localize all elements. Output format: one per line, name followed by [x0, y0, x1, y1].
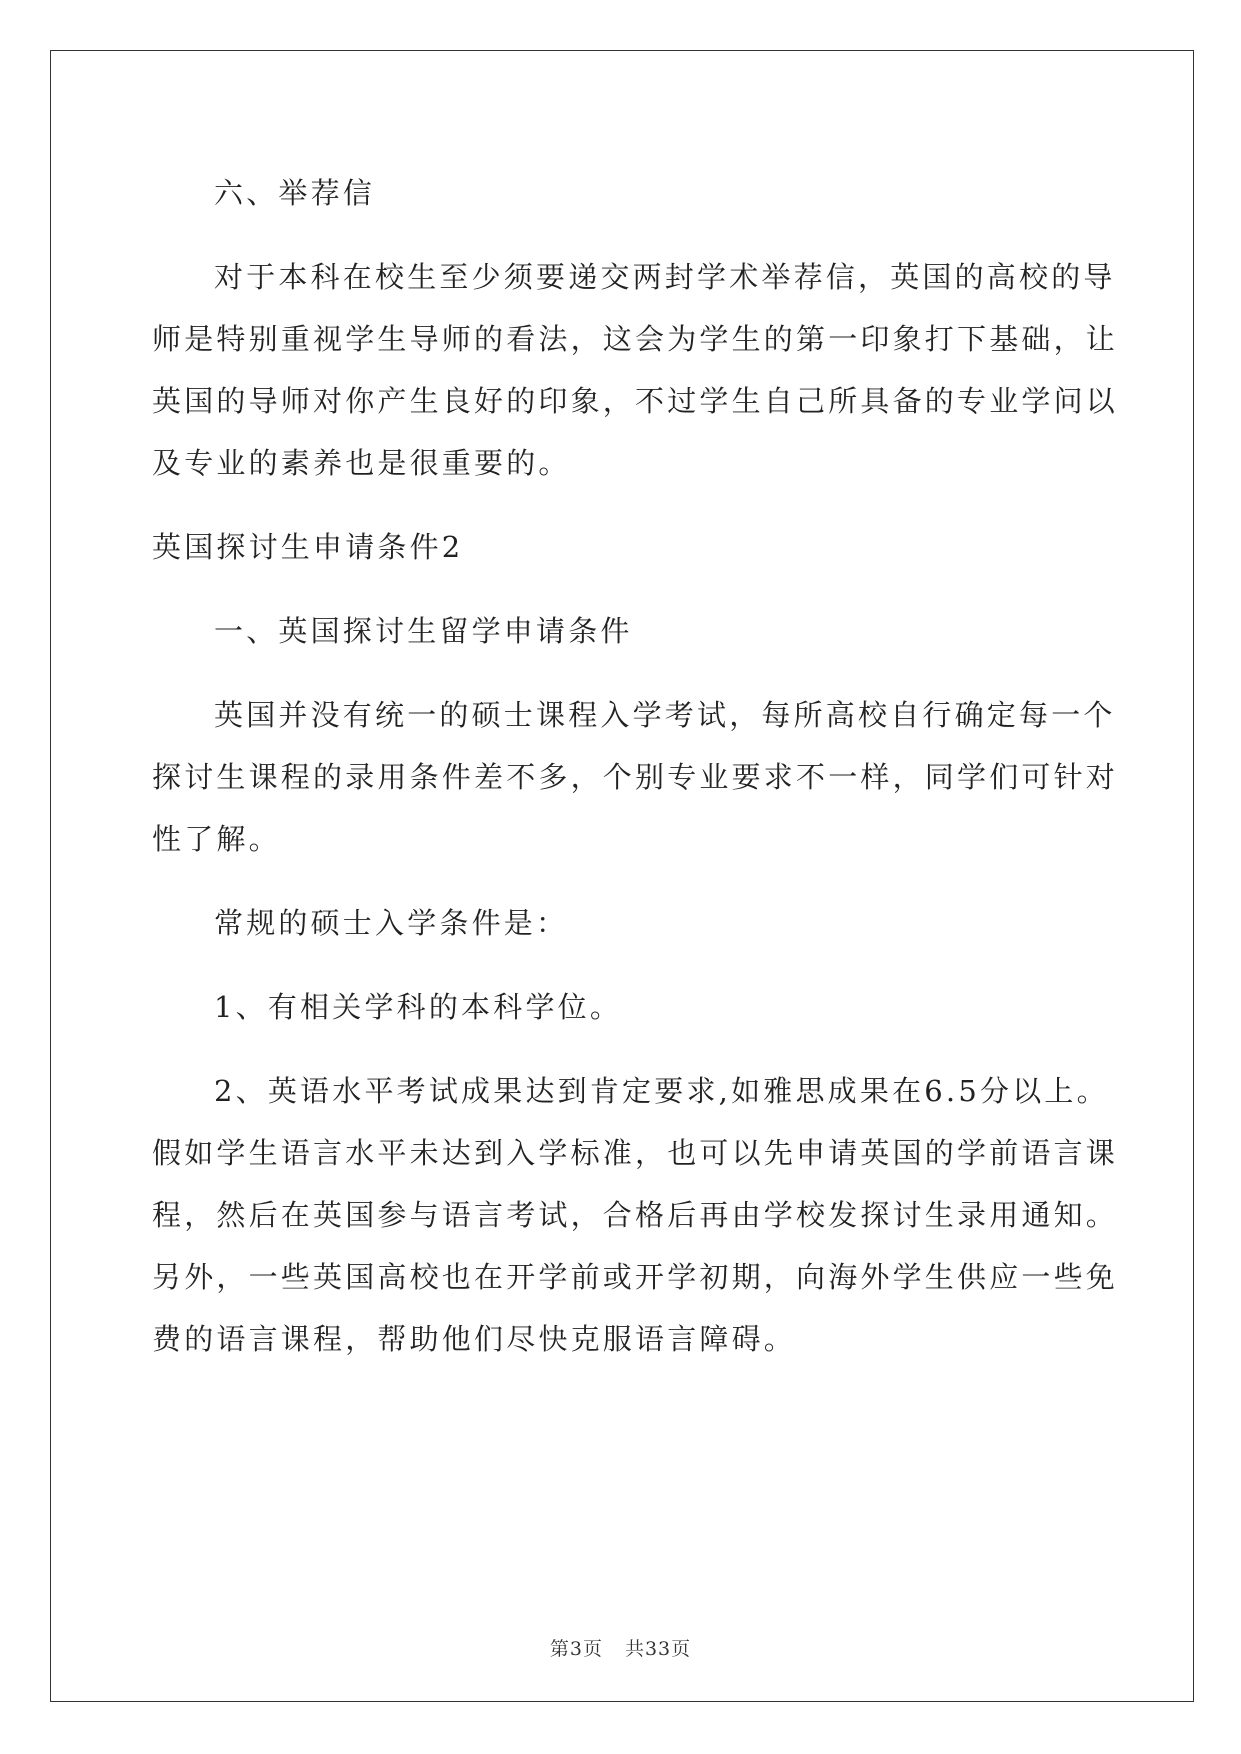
page-footer [0, 1634, 1241, 1661]
paragraph-line: 性了解。 [152, 822, 281, 856]
paragraph-line: 及专业的素养也是很重要的。 [152, 446, 571, 480]
paragraph-line: 费的语言课程，帮助他们尽快克服语言障碍。 [152, 1322, 797, 1356]
section-heading: 六、举荐信 [214, 176, 376, 210]
paragraph-line: 师是特别重视学生导师的看法，这会为学生的第一印象打下基础，让 [152, 322, 1119, 356]
paragraph-line: 对于本科在校生至少须要递交两封学术举荐信，英国的高校的导 [214, 260, 1116, 294]
paragraph-line: 英国并没有统一的硕士课程入学考试，每所高校自行确定每一个 [214, 698, 1116, 732]
paragraph-line: 英国的导师对你产生良好的印象，不过学生自己所具备的专业学问以 [152, 384, 1119, 418]
paragraph-line: 另外，一些英国高校也在开学前或开学初期，向海外学生供应一些免 [152, 1260, 1119, 1294]
page-number-current: 第3页 [549, 1638, 603, 1660]
paragraph-line: 假如学生语言水平未达到入学标准，也可以先申请英国的学前语言课 [152, 1136, 1119, 1170]
paragraph-line: 探讨生课程的录用条件差不多，个别专业要求不一样，同学们可针对 [152, 760, 1119, 794]
document-title: 英国探讨生申请条件2 [152, 530, 464, 564]
list-item: 2、英语水平考试成果达到肯定要求,如雅思成果在6.5分以上。 [214, 1074, 1109, 1108]
document-body [152, 162, 1119, 1370]
paragraph-line: 程，然后在英国参与语言考试，合格后再由学校发探讨生录用通知。 [152, 1198, 1119, 1232]
page-number-total: 共33页 [624, 1638, 692, 1660]
section-heading: 一、英国探讨生留学申请条件 [214, 614, 633, 648]
paragraph-line: 常规的硕士入学条件是： [214, 906, 569, 940]
list-item: 1、有相关学科的本科学位。 [214, 990, 623, 1024]
